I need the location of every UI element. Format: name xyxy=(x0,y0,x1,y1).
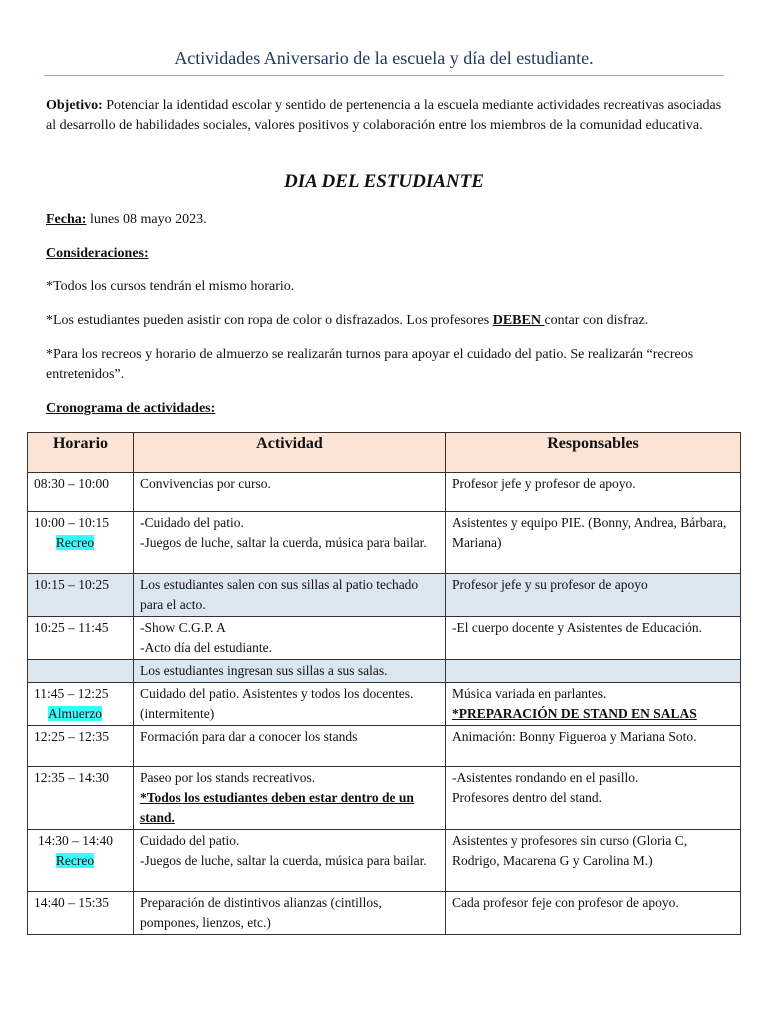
activity-line: Paseo por los stands recreativos. xyxy=(140,770,316,785)
cell-horario xyxy=(28,512,134,574)
consideraciones-label: Consideraciones: xyxy=(46,246,149,261)
cell-actividad: Cuidado del patio. Asistentes y todos los docentes. (intermitente) xyxy=(134,683,446,726)
cell-actividad: Los estudiantes salen con sus sillas al patio techado para el acto. xyxy=(134,574,446,617)
cell-horario: 10:25 – 11:45 xyxy=(28,617,134,660)
objetivo-label: Objetivo: xyxy=(46,98,103,113)
cell-horario xyxy=(28,830,134,892)
time-range: 10:00 – 10:15 xyxy=(34,515,110,530)
cell-actividad: Los estudiantes ingresan sus sillas a sus salas. xyxy=(134,660,446,683)
cell-responsables xyxy=(446,660,741,683)
table-row xyxy=(28,892,741,935)
cell-responsables xyxy=(446,767,741,830)
responsable-line: Música variada en parlantes. xyxy=(452,686,607,701)
cell-horario: 12:35 – 14:30 xyxy=(28,767,134,830)
table-row xyxy=(28,473,741,512)
cell-actividad xyxy=(134,767,446,830)
consideracion-3: *Para los recreos y horario de almuerzo se realizarán turnos para apoyar el cuidado del patio. Se realizarán “recreos entretenidos”. xyxy=(46,347,694,382)
table-row xyxy=(28,574,741,617)
header-actividad: Actividad xyxy=(134,433,446,473)
almuerzo-tag: Almuerzo xyxy=(48,706,102,721)
cell-actividad: Convivencias por curso. xyxy=(134,473,446,512)
consideracion-2-text: *Los estudiantes pueden asistir con ropa de color o disfrazados. Los profesores xyxy=(46,313,493,328)
header-horario: Horario xyxy=(28,433,134,473)
consideraciones-heading xyxy=(46,244,726,264)
table-row xyxy=(28,830,741,892)
deben-emphasis: DEBEN xyxy=(492,313,545,328)
cell-responsables: Cada profesor feje con profesor de apoyo. xyxy=(446,892,741,935)
table-row xyxy=(28,683,741,726)
consideracion-1: *Todos los cursos tendrán el mismo horario. xyxy=(46,279,295,294)
consideracion-2 xyxy=(46,311,726,331)
fecha-label: Fecha: xyxy=(46,212,87,227)
cell-horario: 12:25 – 12:35 xyxy=(28,726,134,767)
schedule-table xyxy=(27,432,741,935)
table-header-row xyxy=(28,433,741,473)
responsable-line: -Asistentes rondando en el pasillo. xyxy=(452,770,639,785)
cronograma-heading xyxy=(46,399,726,419)
fecha-line xyxy=(46,210,726,230)
recreo-tag: Recreo xyxy=(55,535,95,550)
cell-actividad xyxy=(134,617,446,660)
cell-responsables xyxy=(446,683,741,726)
responsable-line: Profesores dentro del stand. xyxy=(452,790,602,805)
almuerzo-tag-wrap xyxy=(34,704,116,724)
cell-horario: 08:30 – 10:00 xyxy=(28,473,134,512)
time-range: 11:45 – 12:25 xyxy=(34,686,109,701)
recreo-tag-wrap xyxy=(34,851,116,871)
table-row xyxy=(28,767,741,830)
cell-responsables: Profesor jefe y su profesor de apoyo xyxy=(446,574,741,617)
objetivo-text: Potenciar la identidad escolar y sentido de pertenencia a la escuela mediante actividades recreativas asociadas al desarrollo de habilidades sociales, valores positivos y colaboración entre los miembros de la comunidad educativa. xyxy=(46,98,722,133)
cell-horario: 14:40 – 15:35 xyxy=(28,892,134,935)
consideracion-2-end: contar con disfraz. xyxy=(544,313,649,328)
activity-line: -Juegos de luche, saltar la cuerda, música para bailar. xyxy=(140,535,427,550)
activity-line: -Acto día del estudiante. xyxy=(140,640,272,655)
cell-horario: 10:15 – 10:25 xyxy=(28,574,134,617)
activity-line: -Cuidado del patio. xyxy=(140,515,244,530)
table-row xyxy=(28,512,741,574)
activity-line: -Juegos de luche, saltar la cuerda, música para bailar. xyxy=(140,853,427,868)
fecha-value: lunes 08 mayo 2023. xyxy=(86,212,207,227)
activity-line: Cuidado del patio. xyxy=(140,833,240,848)
table-row xyxy=(28,726,741,767)
table-row xyxy=(28,617,741,660)
table-row xyxy=(28,660,741,683)
objetivo-paragraph xyxy=(46,96,726,136)
cell-responsables: Animación: Bonny Figueroa y Mariana Soto. xyxy=(446,726,741,767)
section-title: DIA DEL ESTUDIANTE xyxy=(284,171,484,192)
cronograma-label: Cronograma de actividades: xyxy=(46,401,216,416)
header-responsables: Responsables xyxy=(446,433,741,473)
cell-horario xyxy=(28,660,134,683)
cell-responsables: Asistentes y equipo PIE. (Bonny, Andrea, Bárbara, Mariana) xyxy=(446,512,741,574)
document-title: Actividades Aniversario de la escuela y día del estudiante. xyxy=(174,48,594,68)
cell-actividad: Formación para dar a conocer los stands xyxy=(134,726,446,767)
time-range: 14:30 – 14:40 xyxy=(38,833,114,848)
stand-requirement-note: *Todos los estudiantes deben estar dentro de un stand. xyxy=(140,790,414,825)
activity-line: -Show C.G.P. A xyxy=(140,620,226,635)
cell-responsables: Asistentes y profesores sin curso (Gloria C, Rodrigo, Macarena G y Carolina M.) xyxy=(446,830,741,892)
cell-actividad xyxy=(134,830,446,892)
cell-actividad xyxy=(134,512,446,574)
cell-responsables: Profesor jefe y profesor de apoyo. xyxy=(446,473,741,512)
cell-responsables: -El cuerpo docente y Asistentes de Educación. xyxy=(446,617,741,660)
cell-horario xyxy=(28,683,134,726)
title-divider xyxy=(44,75,724,76)
cell-actividad: Preparación de distintivos alianzas (cintillos, pompones, lienzos, etc.) xyxy=(134,892,446,935)
recreo-tag-wrap xyxy=(34,533,116,553)
stand-preparation-note: *PREPARACIÓN DE STAND EN SALAS xyxy=(452,706,697,721)
recreo-tag: Recreo xyxy=(55,853,95,868)
